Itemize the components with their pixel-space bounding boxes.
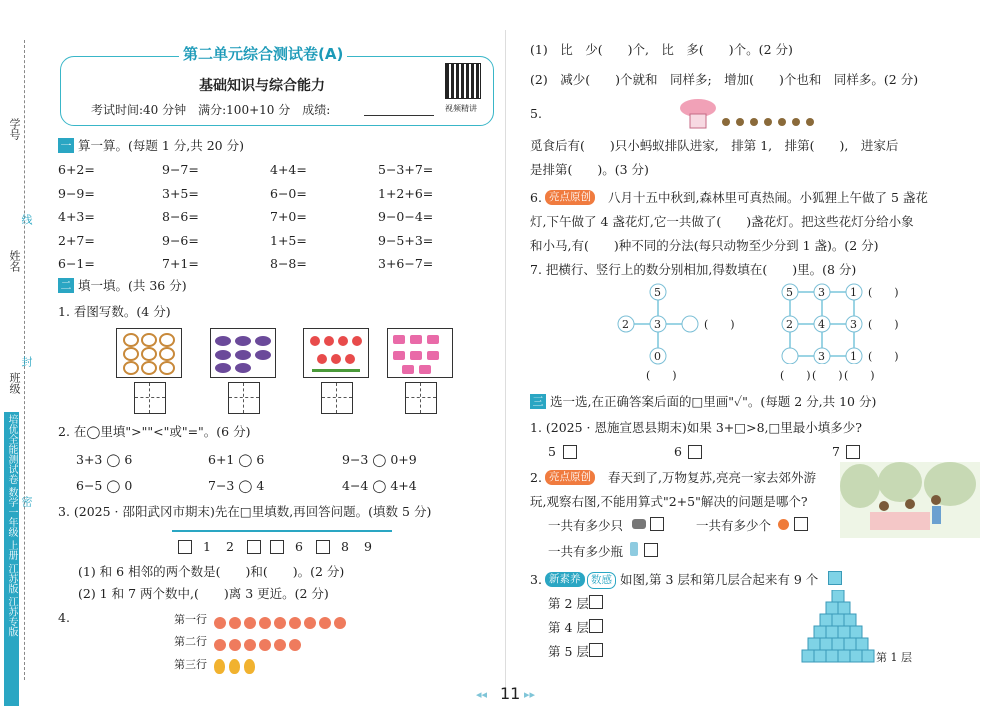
s3-q3-check-3[interactable] bbox=[589, 643, 603, 657]
s3-q2-opt-3: 一共有多少瓶 bbox=[548, 544, 624, 559]
calc-item: 9−9= bbox=[58, 185, 95, 201]
q1-prompt: 1. 看图写数。(4 分) bbox=[58, 304, 171, 319]
calc-item: 9−0−4= bbox=[378, 209, 434, 224]
picture-eggplants bbox=[210, 328, 276, 378]
section-2-badge: 二 bbox=[58, 278, 74, 293]
section-1-title: 算一算。(每题 1 分,共 20 分) bbox=[78, 138, 244, 153]
section-3-title: 选一选,在正确答案后面的□里画"✓"。(每题 2 分,共 10 分) bbox=[550, 394, 877, 409]
s3-q2-number: 2. bbox=[530, 470, 542, 485]
number-line-box[interactable] bbox=[247, 540, 261, 554]
q2-prompt: 2. 在◯里填">""<"或"="。(6 分) bbox=[58, 424, 251, 439]
number-line-box[interactable] bbox=[270, 540, 284, 554]
s3-q2-check-2[interactable] bbox=[794, 517, 808, 531]
picture-eggs bbox=[116, 328, 182, 378]
cut-mark-3: 密 bbox=[20, 496, 33, 507]
s3-q1-opt-3: 7 bbox=[832, 444, 840, 459]
bird-icon bbox=[632, 519, 646, 529]
calc-item: 1+5= bbox=[270, 232, 307, 248]
q7-right-num-2: 3 bbox=[818, 286, 825, 299]
q7-right-num-5: 4 bbox=[818, 318, 825, 331]
q5-text-1: 觅食后有( )只小蚂蚁排队进家, 排第 1, 排第( ), 进家后 bbox=[530, 138, 899, 153]
s3-q2-check-1[interactable] bbox=[650, 517, 664, 531]
calc-item: 8−8= bbox=[270, 256, 307, 271]
calc-item: 9−6= bbox=[162, 232, 199, 248]
page-divider bbox=[505, 30, 506, 690]
q5-number: 5. bbox=[530, 106, 542, 121]
number-line-number: 1 bbox=[203, 539, 211, 554]
calc-item: 5−3+7= bbox=[378, 162, 434, 177]
calc-item: 2+7= bbox=[58, 232, 95, 248]
cube-pyramid bbox=[800, 590, 876, 666]
s3-q3-text: 如图,第 3 层和第几层合起来有 9 个 bbox=[620, 572, 819, 587]
compare-item[interactable]: 7−3 ◯ 4 bbox=[208, 478, 265, 493]
cube-icon bbox=[828, 571, 842, 585]
row-peaches-2 bbox=[214, 634, 304, 653]
answer-grid-4[interactable] bbox=[405, 382, 437, 414]
q6-text-2: 灯,下午做了 4 盏花灯,它一共做了( )盏花灯。把这些花灯分给小象 bbox=[530, 214, 914, 229]
q6-tag: 亮点原创 bbox=[545, 190, 595, 205]
page-title: 第二单元综合测试卷(A) bbox=[179, 43, 347, 64]
section-2-title: 填一填。(共 36 分) bbox=[78, 278, 187, 293]
subtitle: 基础知识与综合能力 bbox=[199, 78, 325, 94]
q7-right-num-8: 1 bbox=[850, 350, 857, 363]
calc-item: 3+5= bbox=[162, 185, 199, 201]
q7-left-num-center: 3 bbox=[654, 318, 661, 331]
prev-arrow-icon: ◂◂ bbox=[476, 688, 488, 701]
ant-illustration bbox=[676, 96, 826, 136]
student-id-label: 学号 bbox=[8, 118, 21, 140]
q7-left-num-bottom: 0 bbox=[654, 350, 661, 363]
qr-code[interactable] bbox=[445, 63, 481, 99]
q3-prompt: 3. (2025 · 邵阳武冈市期末)先在□里填数,再回答问题。(填数 5 分) bbox=[58, 504, 432, 519]
q6-number: 6. bbox=[530, 190, 542, 205]
answer-grid-2[interactable] bbox=[228, 382, 260, 414]
q7-right-ans-2[interactable]: ( ) bbox=[868, 318, 899, 331]
number-line-number: 9 bbox=[364, 539, 372, 554]
s3-q2-text-2: 玩,观察右图,不能用算式"2+5"解决的问题是哪个? bbox=[530, 494, 808, 509]
orange-icon bbox=[778, 519, 789, 530]
s3-q2-opt-2: 一共有多少个 bbox=[696, 518, 772, 533]
s3-q3-check-2[interactable] bbox=[589, 619, 603, 633]
s3-q3-number: 3. bbox=[530, 572, 542, 587]
cut-mark-1: 线 bbox=[20, 214, 33, 225]
calc-item: 4+3= bbox=[58, 209, 95, 224]
s3-q1-check-3[interactable] bbox=[846, 445, 860, 459]
picnic-illustration bbox=[840, 462, 980, 538]
answer-grid-1[interactable] bbox=[134, 382, 166, 414]
q3-part2: (2) 1 和 7 两个数中,( )离 3 更近。(2 分) bbox=[78, 586, 329, 601]
s3-q1-opt-1: 5 bbox=[548, 444, 556, 459]
s3-q1-opt-2: 6 bbox=[674, 444, 682, 459]
calc-item: 4+4= bbox=[270, 162, 307, 177]
binding-strip bbox=[0, 0, 33, 717]
compare-item[interactable]: 3+3 ◯ 6 bbox=[76, 452, 133, 467]
s3-q1-check-2[interactable] bbox=[688, 445, 702, 459]
number-line-number: 2 bbox=[226, 539, 234, 554]
q4-number: 4. bbox=[58, 610, 70, 625]
compare-item[interactable]: 4−4 ◯ 4+4 bbox=[342, 478, 417, 493]
compare-item[interactable]: 9−3 ◯ 0+9 bbox=[342, 452, 417, 467]
calc-item: 9−7= bbox=[162, 162, 199, 177]
bottle-icon bbox=[630, 542, 638, 556]
section-1-badge: 一 bbox=[58, 138, 74, 153]
q4-part2: (2) 减少( )个就和 同样多; 增加( )个也和 同样多。(2 分) bbox=[530, 72, 919, 87]
s3-q2-tag: 亮点原创 bbox=[545, 470, 595, 485]
q7-left-num-top: 5 bbox=[654, 286, 661, 299]
calc-item: 9−5+3= bbox=[378, 232, 434, 248]
q7-right-ans-6[interactable]: ( ) bbox=[844, 369, 875, 382]
calc-item: 1+2+6= bbox=[378, 185, 434, 201]
q5-text-2: 是排第( )。(3 分) bbox=[530, 162, 649, 177]
cut-mark-2: 封 bbox=[20, 356, 33, 367]
q7-right-ans-3[interactable]: ( ) bbox=[868, 350, 899, 363]
series-label: 培优全能测试卷 数学一年级 上册 江苏版 江苏专版 bbox=[4, 412, 19, 706]
score-line bbox=[364, 115, 434, 116]
header-box bbox=[60, 45, 494, 126]
s3-q3-tag: 新素养 bbox=[545, 572, 585, 587]
calc-item: 7+1= bbox=[162, 256, 199, 271]
q6-text-1: 八月十五中秋到,森林里可真热闹。小狐狸上午做了 5 盏花 bbox=[608, 190, 928, 205]
q7-right-ans-5[interactable]: ( ) bbox=[812, 369, 843, 382]
q7-left-answer-row[interactable]: ( ) bbox=[704, 318, 735, 331]
q3-part1: (1) 和 6 相邻的两个数是( )和( )。(2 分) bbox=[78, 564, 345, 579]
number-line-box[interactable] bbox=[178, 540, 192, 554]
q7-right-num-4: 2 bbox=[786, 318, 793, 331]
number-line bbox=[172, 530, 392, 532]
calc-item: 7+0= bbox=[270, 209, 307, 224]
picture-cups bbox=[387, 328, 453, 378]
q7-left-answer-col[interactable]: ( ) bbox=[646, 369, 677, 382]
calc-item: 8−6= bbox=[162, 209, 199, 224]
s3-q3-opt-3: 第 5 层 bbox=[548, 644, 589, 659]
calc-item: 6−1= bbox=[58, 256, 95, 271]
s3-q1-check-1[interactable] bbox=[563, 445, 577, 459]
q6-text-3: 和小马,有( )种不同的分法(每只动物至少分到 1 盏)。(2 分) bbox=[530, 238, 879, 253]
calc-item: 3+6−7= bbox=[378, 256, 434, 271]
answer-grid-3[interactable] bbox=[321, 382, 353, 414]
s3-q2-opt-1: 一共有多少只 bbox=[548, 518, 624, 533]
q7-right-num-3: 1 bbox=[850, 286, 857, 299]
q4-part1: (1) 比 少( )个, 比 多( )个。(2 分) bbox=[530, 42, 793, 57]
section-3-badge: 三 bbox=[530, 394, 546, 409]
q7-prompt: 7. 把横行、竖行上的数分别相加,得数填在( )里。(8 分) bbox=[530, 262, 857, 277]
s3-q3-opt-2: 第 4 层 bbox=[548, 620, 589, 635]
row-label-1: 第一行 bbox=[174, 613, 207, 626]
q7-right-ans-4[interactable]: ( ) bbox=[780, 369, 811, 382]
row-peaches-1 bbox=[214, 612, 349, 631]
row-label-2: 第二行 bbox=[174, 635, 207, 648]
row-pears bbox=[214, 656, 259, 675]
s3-q2-text-1: 春天到了,万物复苏,亮亮一家去郊外游 bbox=[608, 470, 816, 485]
layer-label: 第 1 层 bbox=[876, 651, 912, 664]
compare-item[interactable]: 6−5 ◯ 0 bbox=[76, 478, 133, 493]
q7-right-num-7: 3 bbox=[818, 350, 825, 363]
row-label-3: 第三行 bbox=[174, 658, 207, 671]
q7-right-num-1: 5 bbox=[786, 286, 793, 299]
compare-item[interactable]: 6+1 ◯ 6 bbox=[208, 452, 265, 467]
s3-q3-opt-1: 第 2 层 bbox=[548, 596, 589, 611]
s3-q2-check-3[interactable] bbox=[644, 543, 658, 557]
picture-flowers bbox=[303, 328, 369, 378]
q7-right-ans-1[interactable]: ( ) bbox=[868, 286, 899, 299]
class-label: 班级 bbox=[8, 372, 21, 394]
calc-item: 6−0= bbox=[270, 185, 307, 201]
s3-q3-tag-2: 数感 bbox=[587, 572, 616, 589]
number-line-number: 8 bbox=[341, 539, 349, 554]
qr-caption: 视频精讲 bbox=[445, 104, 477, 113]
number-line-box[interactable] bbox=[316, 540, 330, 554]
exam-info: 考试时间:40 分钟 满分:100+10 分 成绩: bbox=[91, 103, 331, 117]
q7-right-num-6: 3 bbox=[850, 318, 857, 331]
number-line-number: 6 bbox=[295, 539, 303, 554]
q7-left-num-left: 2 bbox=[622, 318, 629, 331]
s3-q3-check-1[interactable] bbox=[589, 595, 603, 609]
name-label: 姓名 bbox=[8, 250, 21, 272]
q7-right-diagram bbox=[778, 280, 878, 364]
next-arrow-icon: ▸▸ bbox=[524, 688, 536, 701]
page-number: 11 bbox=[500, 684, 521, 703]
s3-q1-prompt: 1. (2025 · 恩施宣恩县期末)如果 3+□>8,□里最小填多少? bbox=[530, 420, 863, 435]
calc-item: 6+2= bbox=[58, 162, 95, 177]
